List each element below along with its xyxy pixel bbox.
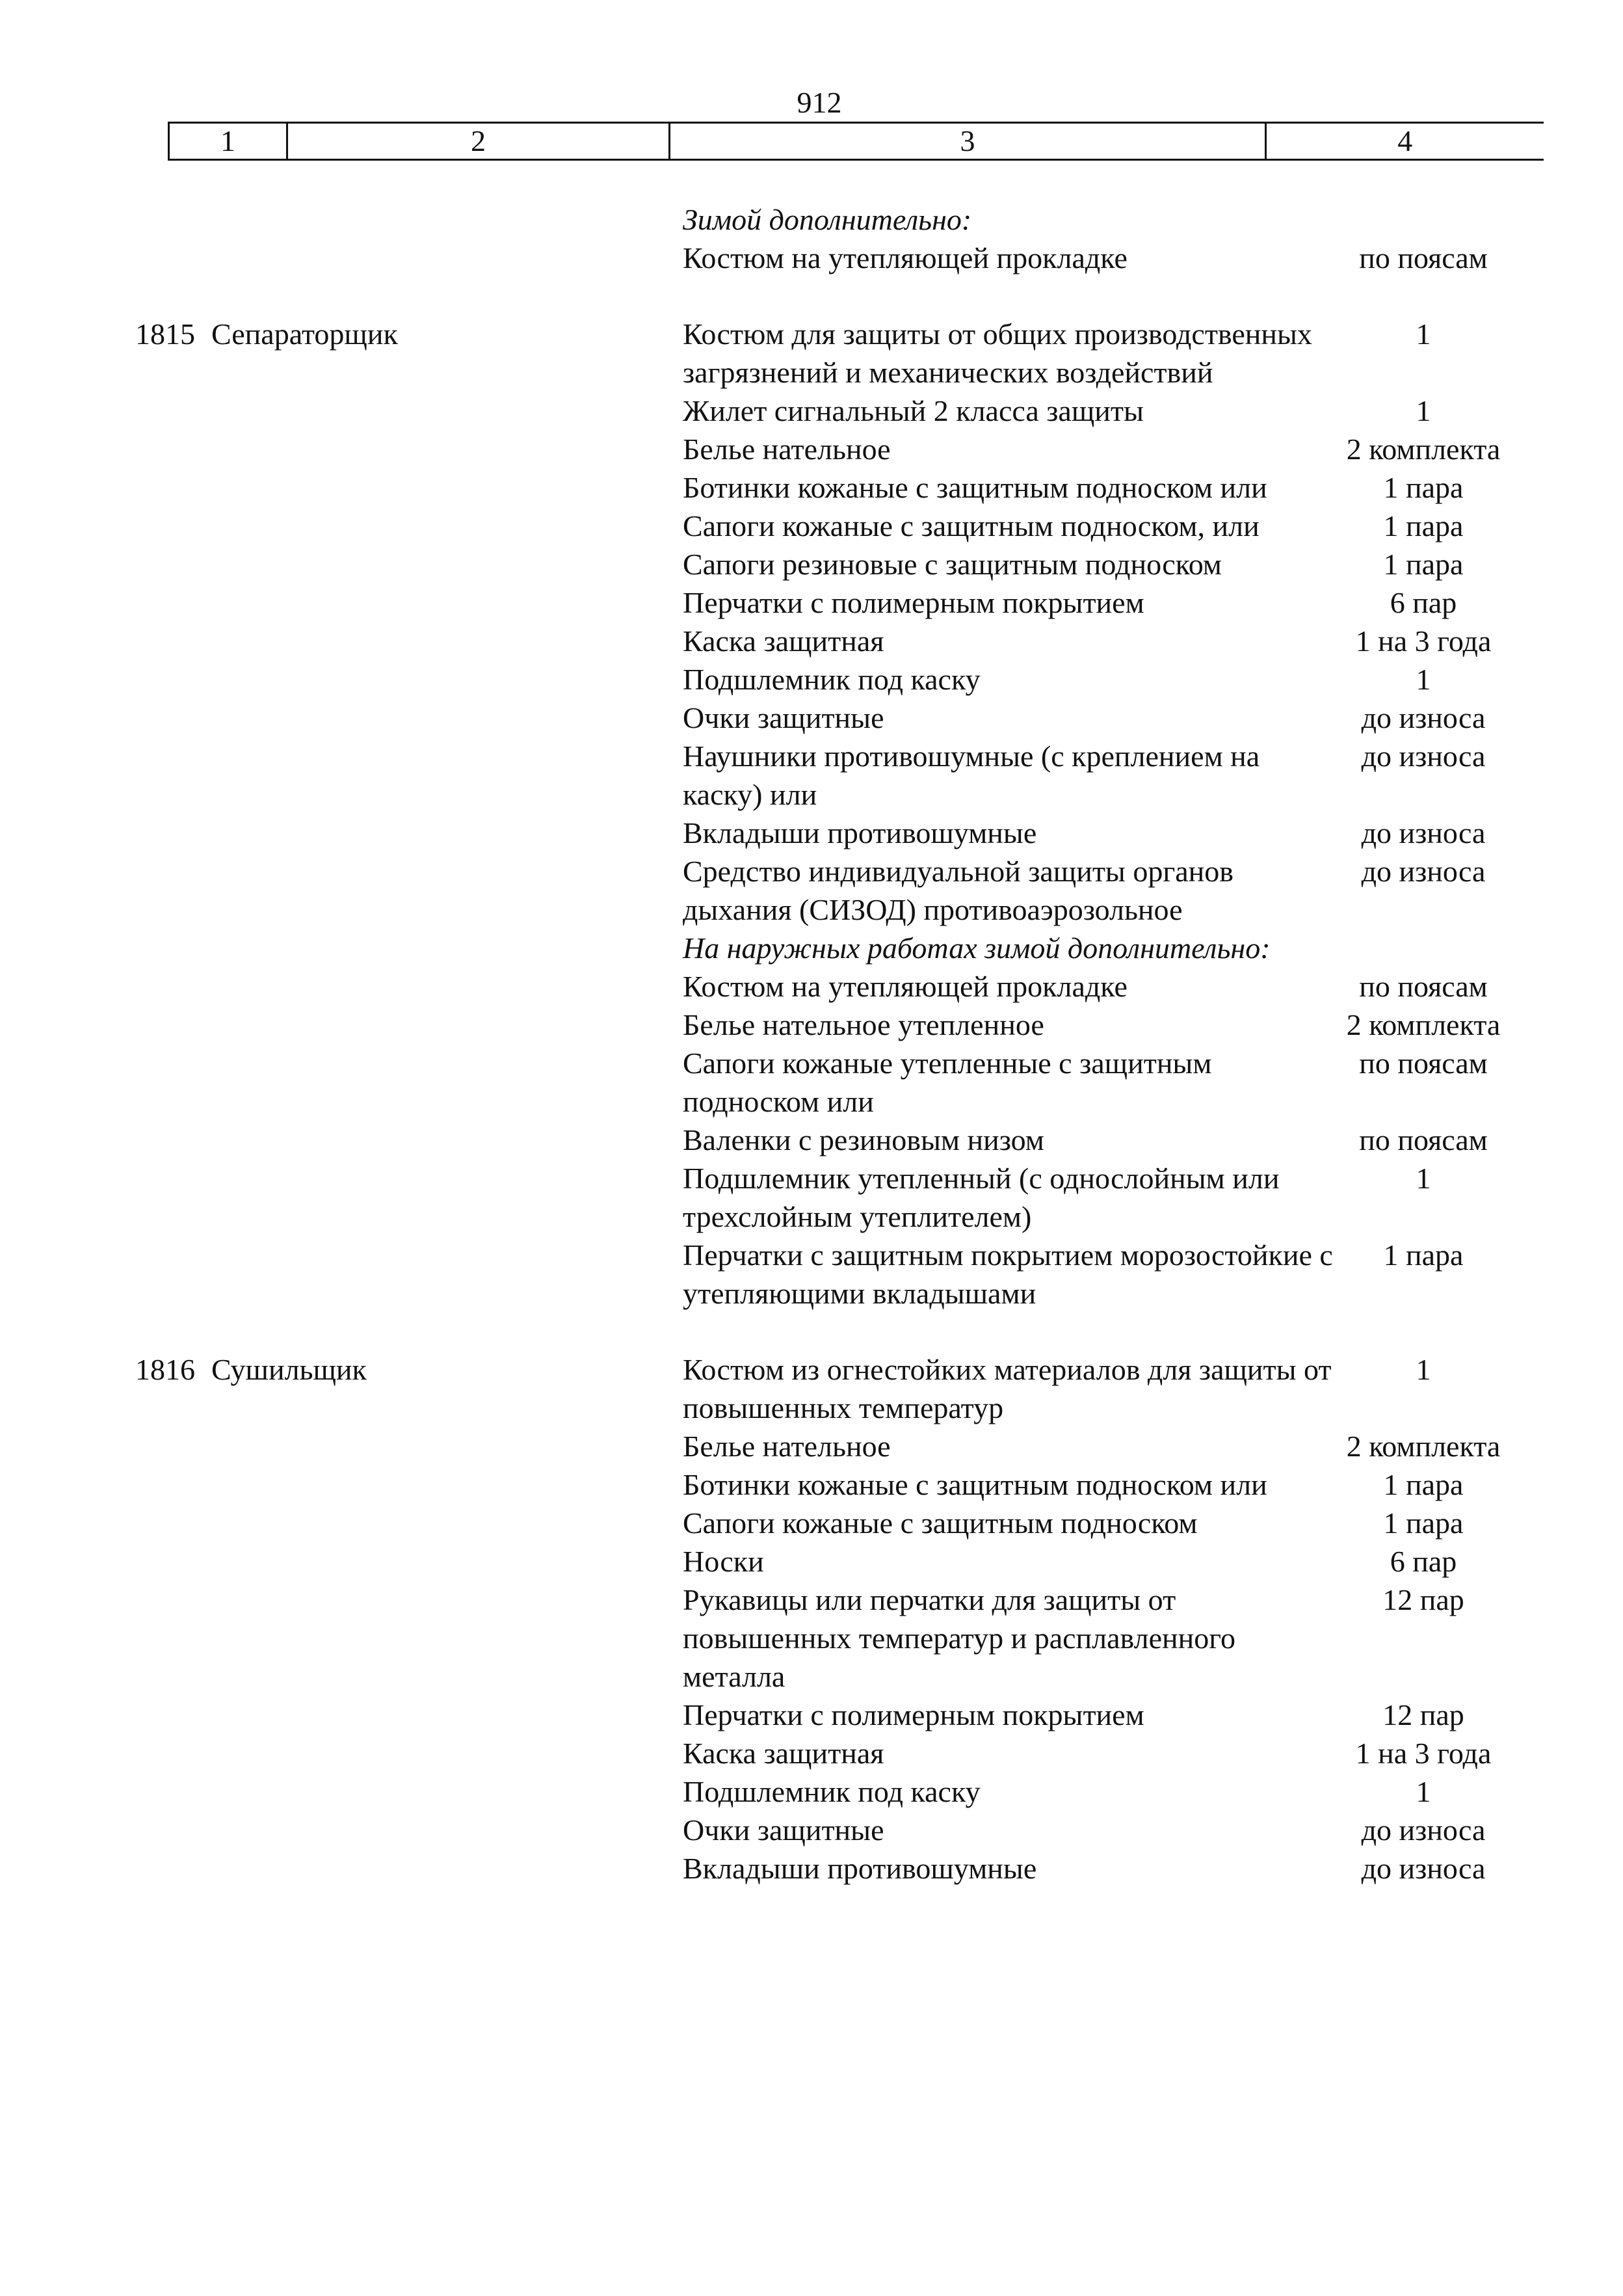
ppe-quantity: 1 [1416, 394, 1431, 427]
table-row [0, 1696, 1623, 1734]
table-row [0, 507, 1623, 545]
profession-code: 1816 [135, 1353, 195, 1386]
ppe-item: Жилет сигнальный 2 класса защиты [683, 394, 1144, 427]
profession-name: Сепараторщик [211, 317, 398, 351]
ppe-item: Подшлемник под каску [683, 1775, 981, 1808]
profession-name [104, 239, 497, 277]
column-header-1: 1 [169, 123, 287, 160]
table-row [0, 1734, 1623, 1772]
ppe-quantity: 1 пара [1383, 1506, 1464, 1540]
ppe-quantity: по поясам [1359, 1123, 1488, 1156]
ppe-quantity: 1 пара [1383, 548, 1464, 581]
ppe-item: Костюм для защиты от общих производственных загрязнений и механических воздействий [683, 317, 1312, 389]
ppe-quantity: 1 [1416, 1775, 1431, 1808]
table-row [0, 315, 1623, 392]
profession-name [104, 507, 497, 545]
profession-name [104, 200, 497, 239]
ppe-item: Сапоги резиновые с защитным подноском [683, 548, 1222, 581]
ppe-quantity: 1 [1416, 317, 1431, 351]
profession-name [104, 1849, 497, 1888]
ppe-item: Рукавицы или перчатки для защиты от повышенных температур и расплавленного металла [683, 1583, 1235, 1693]
profession-name [104, 814, 497, 852]
ppe-quantity: 2 комплекта [1346, 1008, 1501, 1041]
profession-name [104, 1427, 497, 1465]
ppe-item: Белье нательное [683, 1430, 891, 1463]
profession-name [104, 660, 497, 699]
table-row [0, 392, 1623, 430]
ppe-quantity: до износа [1361, 816, 1486, 849]
ppe-item: Сапоги кожаные утепленные с защитным подноском или [683, 1047, 1212, 1118]
table-row [0, 852, 1623, 929]
table-row [0, 1542, 1623, 1581]
ppe-item: Очки защитные [683, 701, 884, 734]
ppe-item: Сапоги кожаные с защитным подноском, или [683, 509, 1260, 542]
table-row [0, 239, 1623, 277]
ppe-quantity [1339, 929, 1508, 967]
table-row [0, 1121, 1623, 1159]
ppe-item: Костюм на утепляющей прокладке [683, 241, 1128, 274]
ppe-item: Каска защитная [683, 1737, 884, 1770]
ppe-quantity: по поясам [1359, 241, 1488, 274]
table-row [0, 622, 1623, 660]
ppe-item: Средство индивидуальной защиты органов дыхания (СИЗОД) противоаэрозольное [683, 855, 1234, 926]
table-row [0, 814, 1623, 852]
ppe-item: Костюм из огнестойких материалов для защиты от повышенных температур [683, 1353, 1332, 1424]
table-row [0, 200, 1623, 239]
ppe-item: На наружных работах зимой дополнительно: [683, 931, 1271, 965]
ppe-quantity: 1 пара [1383, 1238, 1464, 1272]
column-header-row [169, 123, 1544, 160]
ppe-item: Очки защитные [683, 1813, 884, 1847]
profession-name [104, 1006, 497, 1044]
profession-name [104, 737, 497, 814]
table-row [0, 1465, 1623, 1504]
profession-name [104, 1772, 497, 1811]
column-header-4: 4 [1266, 123, 1544, 160]
table-row [0, 545, 1623, 583]
column-header-2: 2 [287, 123, 670, 160]
table-row [0, 967, 1623, 1006]
ppe-quantity: до износа [1361, 701, 1486, 734]
ppe-item: Вкладыши противошумные [683, 1852, 1037, 1885]
column-header-3: 3 [670, 123, 1266, 160]
table-row [0, 699, 1623, 737]
table-row [0, 1044, 1623, 1121]
profession-name [104, 1044, 497, 1121]
ppe-item: Подшлемник под каску [683, 663, 981, 696]
row-spacer [0, 1313, 1623, 1350]
profession-name [104, 1465, 497, 1504]
profession-name [104, 699, 497, 737]
profession-name [104, 583, 497, 622]
ppe-quantity: 6 пар [1390, 1545, 1457, 1578]
ppe-quantity: 1 пара [1383, 471, 1464, 504]
profession-name: Сушильщик [211, 1353, 367, 1386]
ppe-item: Каска защитная [683, 624, 884, 658]
profession-name [104, 1121, 497, 1159]
profession-name [104, 852, 497, 929]
profession-name [104, 545, 497, 583]
ppe-quantity [1339, 200, 1508, 239]
ppe-quantity: 2 комплекта [1346, 433, 1501, 466]
ppe-quantity: 1 [1416, 663, 1431, 696]
profession-name [104, 1159, 497, 1236]
ppe-quantity: до износа [1361, 1813, 1486, 1847]
ppe-item: Ботинки кожаные с защитным подноском или [683, 1468, 1267, 1501]
profession-name [104, 1504, 497, 1542]
ppe-quantity: до износа [1361, 740, 1486, 773]
ppe-item: Белье нательное [683, 433, 891, 466]
ppe-item: Наушники противошумные (с креплением на каску) или [683, 740, 1260, 811]
ppe-quantity: 2 комплекта [1346, 1430, 1501, 1463]
ppe-item: Белье нательное утепленное [683, 1008, 1044, 1041]
ppe-quantity: 1 пара [1383, 1468, 1464, 1501]
profession-name [104, 468, 497, 507]
column-header-table [168, 122, 1544, 161]
ppe-quantity: до износа [1361, 855, 1486, 888]
table-row [0, 468, 1623, 507]
ppe-quantity: до износа [1361, 1852, 1486, 1885]
ppe-quantity: 1 [1416, 1353, 1431, 1386]
ppe-item: Перчатки с защитным покрытием морозостойкие с утепляющими вкладышами [683, 1238, 1333, 1310]
table-row [0, 1581, 1623, 1696]
page-number: 912 [797, 86, 842, 119]
table-row [0, 1811, 1623, 1849]
profession-name [104, 430, 497, 468]
ppe-item: Ботинки кожаные с защитным подноском или [683, 471, 1267, 504]
ppe-quantity: 1 пара [1383, 509, 1464, 542]
row-spacer [0, 277, 1623, 315]
table-row [0, 583, 1623, 622]
profession-name [104, 1542, 497, 1581]
ppe-quantity: 12 пар [1382, 1698, 1464, 1731]
table-row [0, 1772, 1623, 1811]
ppe-item: Носки [683, 1545, 764, 1578]
profession-name [104, 1581, 497, 1696]
ppe-quantity: 1 [1416, 1162, 1431, 1195]
table-row [0, 1427, 1623, 1465]
profession-name [104, 622, 497, 660]
table-row [0, 430, 1623, 468]
ppe-item: Костюм на утепляющей прокладке [683, 970, 1128, 1003]
ppe-quantity: по поясам [1359, 970, 1488, 1003]
ppe-item: Вкладыши противошумные [683, 816, 1037, 849]
profession-name [104, 1696, 497, 1734]
table-row [0, 1159, 1623, 1236]
table-row [0, 660, 1623, 699]
table-row [0, 1236, 1623, 1313]
ppe-quantity: 12 пар [1382, 1583, 1464, 1616]
ppe-item: Валенки с резиновым низом [683, 1123, 1044, 1156]
profession-code: 1815 [135, 317, 195, 351]
table-row [0, 1504, 1623, 1542]
profession-name [104, 1811, 497, 1849]
ppe-norms-list [0, 200, 1623, 1888]
profession-name [104, 392, 497, 430]
ppe-item: Подшлемник утепленный (с однослойным или трехслойным утеплителем) [683, 1162, 1280, 1233]
profession-name [104, 929, 497, 967]
table-row [0, 1350, 1623, 1427]
ppe-item: Перчатки с полимерным покрытием [683, 586, 1144, 619]
ppe-quantity: 1 на 3 года [1355, 624, 1492, 658]
profession-name [104, 967, 497, 1006]
table-row [0, 1006, 1623, 1044]
ppe-quantity: по поясам [1359, 1047, 1488, 1080]
ppe-quantity: 6 пар [1390, 586, 1457, 619]
ppe-item: Перчатки с полимерным покрытием [683, 1698, 1144, 1731]
profession-name [104, 1236, 497, 1313]
ppe-item: Зимой дополнительно: [683, 203, 972, 236]
ppe-quantity: 1 на 3 года [1355, 1737, 1492, 1770]
table-row [0, 929, 1623, 967]
profession-name [104, 1734, 497, 1772]
table-row [0, 1849, 1623, 1888]
table-row [0, 737, 1623, 814]
ppe-item: Сапоги кожаные с защитным подноском [683, 1506, 1198, 1540]
